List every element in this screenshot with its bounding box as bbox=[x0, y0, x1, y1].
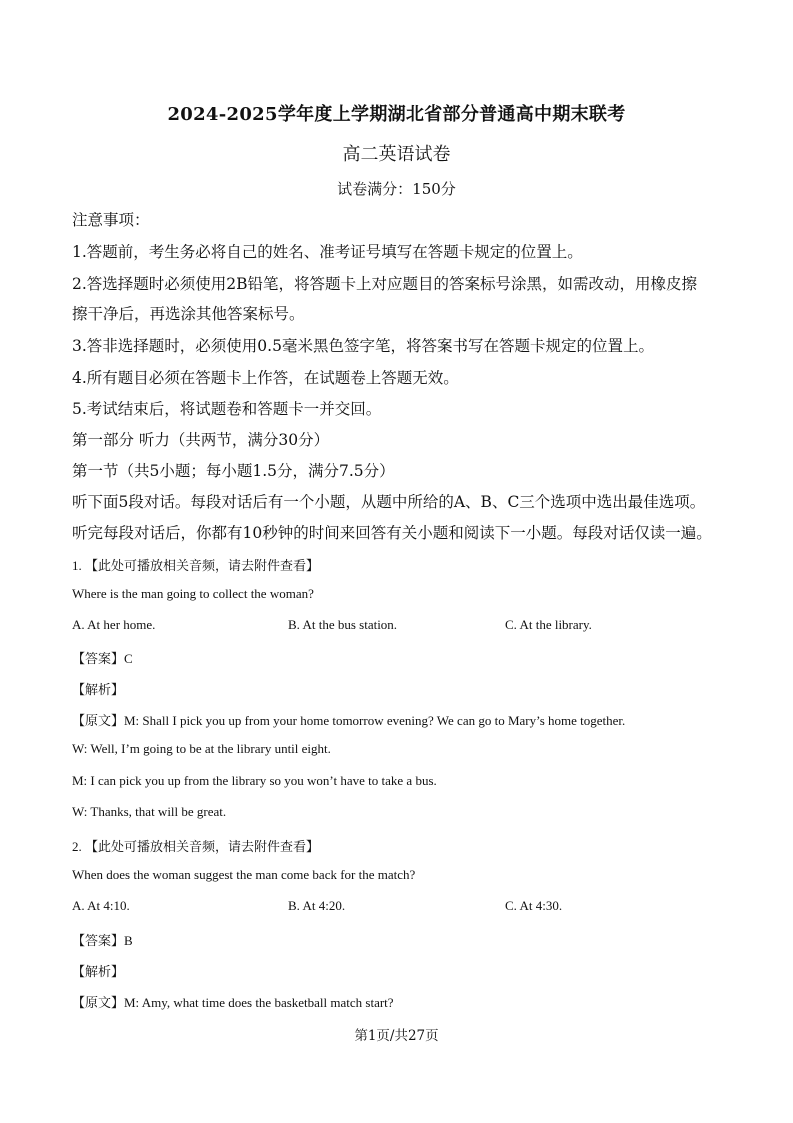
transcript-line: 【原文】M: Amy, what time does the basketball match start? bbox=[72, 995, 394, 1010]
page-indicator: 第1页/共27页 bbox=[354, 1028, 439, 1044]
notice-item: 5.考试结束后，将试题卷和答题卡一并交回。 bbox=[72, 400, 382, 418]
option-b: B. At 4:20. bbox=[288, 898, 346, 913]
section-part-heading: 第一部分 听力（共两节，满分30分） bbox=[72, 431, 330, 449]
transcript-line: W: Well, I’m going to be at the library until eight. bbox=[72, 741, 331, 756]
option-a: A. At her home. bbox=[72, 617, 156, 632]
notice-item: 4.所有题目必须在答题卡上作答，在试题卷上答题无效。 bbox=[72, 369, 459, 387]
transcript-line: M: I can pick you up from the library so you won’t have to take a bus. bbox=[72, 773, 437, 788]
audio-note: 1. 【此处可播放相关音频，请去附件查看】 bbox=[72, 558, 320, 573]
section-instructions: 听下面5段对话。每段对话后有一个小题，从题中所给的A、B、C三个选项中选出最佳选项。 bbox=[72, 493, 706, 511]
notice-item: 擦干净后，再选涂其他答案标号。 bbox=[72, 305, 305, 323]
question-text: When does the woman suggest the man come back for the match? bbox=[72, 867, 416, 882]
answer-label: 【答案】B bbox=[72, 933, 133, 948]
transcript-line: 【原文】M: Shall I pick you up from your home tomorrow evening? We can go to Mary’s home together. bbox=[72, 713, 626, 728]
notice-heading: 注意事项： bbox=[72, 211, 150, 229]
full-score: 试卷满分：150分 bbox=[337, 180, 456, 198]
option-c: C. At the library. bbox=[505, 617, 592, 632]
notice-item: 2.答选择题时必须使用2B铅笔，将答题卡上对应题目的答案标号涂黑，如需改动，用橡皮擦 bbox=[72, 275, 698, 293]
exam-subtitle: 高二英语试卷 bbox=[342, 144, 451, 165]
transcript-line: W: Thanks, that will be great. bbox=[72, 804, 227, 819]
option-c: C. At 4:30. bbox=[505, 898, 563, 913]
section-instructions: 听完每段对话后，你都有10秒钟的时间来回答有关小题和阅读下一小题。每段对话仅读一遍。 bbox=[72, 524, 712, 542]
notice-item: 3.答非选择题时，必须使用0.5毫米黑色签字笔，将答案书写在答题卡规定的位置上。 bbox=[72, 337, 654, 355]
exam-title: 2024-2025学年度上学期湖北省部分普通高中期末联考 bbox=[167, 104, 626, 125]
analysis-label: 【解析】 bbox=[72, 964, 125, 979]
answer-label: 【答案】C bbox=[72, 651, 133, 666]
option-b: B. At the bus station. bbox=[288, 617, 398, 632]
audio-note: 2. 【此处可播放相关音频，请去附件查看】 bbox=[72, 839, 320, 854]
question-text: Where is the man going to collect the woman? bbox=[72, 586, 314, 601]
notice-item: 1.答题前，考生务必将自己的姓名、准考证号填写在答题卡规定的位置上。 bbox=[72, 243, 583, 261]
analysis-label: 【解析】 bbox=[72, 682, 125, 697]
option-a: A. At 4:10. bbox=[72, 898, 130, 913]
subsection-heading: 第一节（共5小题；每小题1.5分，满分7.5分） bbox=[72, 462, 395, 480]
